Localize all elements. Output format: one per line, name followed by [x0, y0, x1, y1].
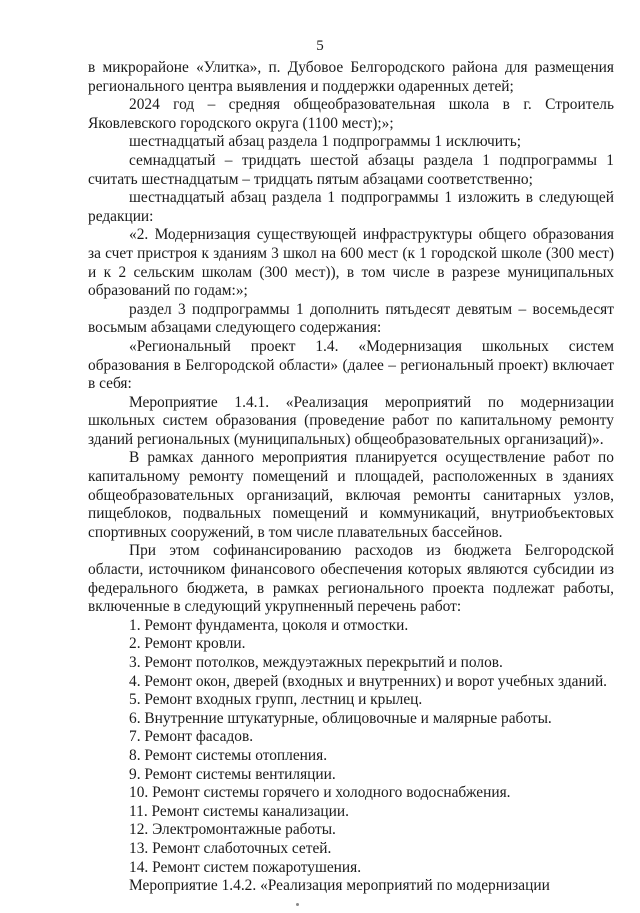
list-item: 10. Ремонт системы горячего и холодного водоснабжения.	[129, 784, 511, 802]
list-item: 4. Ремонт окон, дверей (входных и внутренних) и ворот учебных зданий.	[129, 672, 608, 690]
list-item: 8. Ремонт системы отопления.	[129, 746, 328, 764]
list-item: 7. Ремонт фасадов.	[129, 728, 254, 746]
paragraph-group	[88, 59, 614, 617]
work-list	[88, 617, 614, 877]
paragraph: «2. Модернизация существующей инфраструктуры общего образования за счет пристроя к зданиям 3 школ на 600 мест (к 1 городской школе (300 мест) и к 2 сельским школам (300 мест)), в том числе в разрезе муниципальных образований по годам:»;	[88, 226, 614, 300]
paragraph: При этом софинансированию расходов из бюджета Белгородской области, источником финансового обеспечения которых являются субсидии из федерального бюджета, в рамках регионального проекта подлежат работы, включенные в следующий укрупненный перечень работ:	[88, 542, 614, 616]
page-number: 5	[316, 38, 324, 54]
paragraph: «Региональный проект 1.4. «Модернизация школьных систем образования в Белгородской области» (далее – региональный проект) включает в себя:	[88, 337, 614, 393]
paragraph: В рамках данного мероприятия планируется осуществление работ по капитальному ремонту помещений и площадей, расположенных в зданиях общеобразовательных организаций, включая ремонты санитарных узлов, пищеблоков, подвальных помещений и коммуникаций, внутриобъектовых спортивных сооружений, в том числе плавательных бассейнов.	[88, 449, 614, 541]
document-body	[88, 59, 614, 896]
list-item: 6. Внутренние штукатурные, облицовочные и малярные работы.	[129, 709, 552, 727]
list-item: 9. Ремонт системы вентиляции.	[129, 765, 336, 783]
list-item: 2. Ремонт кровли.	[129, 635, 246, 653]
paragraph: 2024 год – средняя общеобразовательная школа в г. Строитель Яковлевского городского округа (1100 мест);»;	[88, 96, 614, 132]
paragraph: шестнадцатый абзац раздела 1 подпрограммы 1 исключить;	[129, 133, 522, 151]
paragraph: шестнадцатый абзац раздела 1 подпрограммы 1 изложить в следующей редакции:	[88, 189, 614, 225]
paragraph: семнадцатый – тридцать шестой абзацы раздела 1 подпрограммы 1 считать шестнадцатым – тридцать пятым абзацами соответственно;	[88, 151, 614, 188]
closing-paragraph: Мероприятие 1.4.2. «Реализация мероприятий по модернизации	[129, 877, 550, 895]
list-item: 13. Ремонт слаботочных сетей.	[129, 839, 332, 857]
list-item: 5. Ремонт входных групп, лестниц и крылец.	[129, 691, 423, 709]
paragraph: Мероприятие 1.4.1. «Реализация мероприятий по модернизации школьных систем образования (проведение работ по капитальному ремонту зданий региональных (муниципальных) общеобразовательных организаций)».	[88, 393, 614, 448]
paragraph: раздел 3 подпрограммы 1 дополнить пятьдесят девятым – восемьдесят восьмым абзацами следующего содержания:	[88, 300, 614, 337]
list-item: 3. Ремонт потолков, междуэтажных перекрытий и полов.	[129, 654, 503, 671]
list-item: 1. Ремонт фундамента, цоколя и отмостки.	[129, 616, 409, 634]
paragraph: в микрорайоне «Улитка», п. Дубовое Белгородского района для размещения регионального центра выявления и поддержки одаренных детей;	[88, 59, 614, 95]
list-item: 12. Электромонтажные работы.	[129, 821, 336, 839]
scan-artifact	[296, 903, 299, 906]
list-item: 11. Ремонт системы канализации.	[129, 802, 349, 820]
list-item: 14. Ремонт систем пожаротушения.	[129, 858, 362, 876]
